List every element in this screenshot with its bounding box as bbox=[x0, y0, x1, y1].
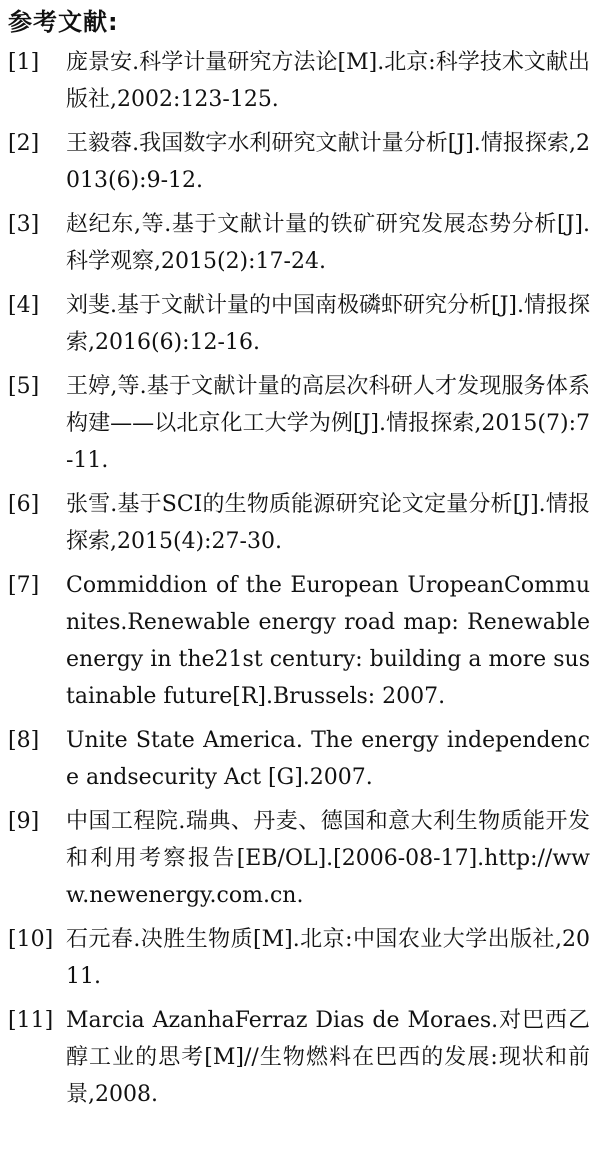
reference-item bbox=[8, 803, 590, 914]
reference-number: [5] bbox=[8, 374, 40, 399]
reference-number: [2] bbox=[8, 131, 40, 156]
reference-number: [6] bbox=[8, 492, 40, 517]
reference-item bbox=[8, 567, 590, 715]
reference-item bbox=[8, 125, 590, 199]
reference-number: [9] bbox=[8, 809, 40, 834]
reference-item bbox=[8, 368, 590, 479]
reference-text: 王毅蓉.我国数字水利研究文献计量分析[J].情报探索,2013(6):9-12. bbox=[66, 131, 590, 193]
reference-number: [10] bbox=[8, 927, 54, 952]
reference-text: 张雪.基于SCI的生物质能源研究论文定量分析[J].情报探索,2015(4):27-30. bbox=[66, 492, 590, 554]
reference-text: 王婷,等.基于文献计量的高层次科研人才发现服务体系构建——以北京化工大学为例[J].情报探索,2015(7):7-11. bbox=[66, 374, 590, 473]
reference-text: 中国工程院.瑞典、丹麦、德国和意大利生物质能开发和利用考察报告[EB/OL].[2006-08-17].http://www.newenergy.com.cn. bbox=[66, 809, 590, 908]
reference-number: [11] bbox=[8, 1008, 54, 1033]
reference-text: 赵纪东,等.基于文献计量的铁矿研究发展态势分析[J].科学观察,2015(2):17-24. bbox=[66, 212, 590, 274]
reference-text: 刘斐.基于文献计量的中国南极磷虾研究分析[J].情报探索,2016(6):12-16. bbox=[66, 293, 590, 355]
reference-item bbox=[8, 44, 590, 118]
section-title: 参考文献: bbox=[8, 8, 119, 36]
reference-item bbox=[8, 206, 590, 280]
reference-list bbox=[8, 44, 590, 1113]
reference-text: Commiddion of the European UropeanCommunites.Renewable energy road map: Renewable energy in the21st century: building a more sustainable future[R].Brussels: 2007. bbox=[66, 573, 590, 709]
reference-number: [8] bbox=[8, 728, 40, 753]
reference-text: Unite State America. The energy independence andsecurity Act [G].2007. bbox=[66, 728, 590, 790]
reference-text: Marcia AzanhaFerraz Dias de Moraes.对巴西乙醇工业的思考[M]//生物燃料在巴西的发展:现状和前景,2008. bbox=[66, 1008, 590, 1107]
reference-number: [1] bbox=[8, 50, 40, 75]
reference-number: [3] bbox=[8, 212, 40, 237]
reference-text: 石元春.决胜生物质[M].北京:中国农业大学出版社,2011. bbox=[66, 927, 590, 989]
reference-number: [4] bbox=[8, 293, 40, 318]
reference-item bbox=[8, 722, 590, 796]
reference-item bbox=[8, 287, 590, 361]
reference-item bbox=[8, 486, 590, 560]
reference-item bbox=[8, 1002, 590, 1113]
reference-item bbox=[8, 921, 590, 995]
reference-text: 庞景安.科学计量研究方法论[M].北京:科学技术文献出版社,2002:123-125. bbox=[66, 50, 590, 112]
reference-number: [7] bbox=[8, 573, 40, 598]
